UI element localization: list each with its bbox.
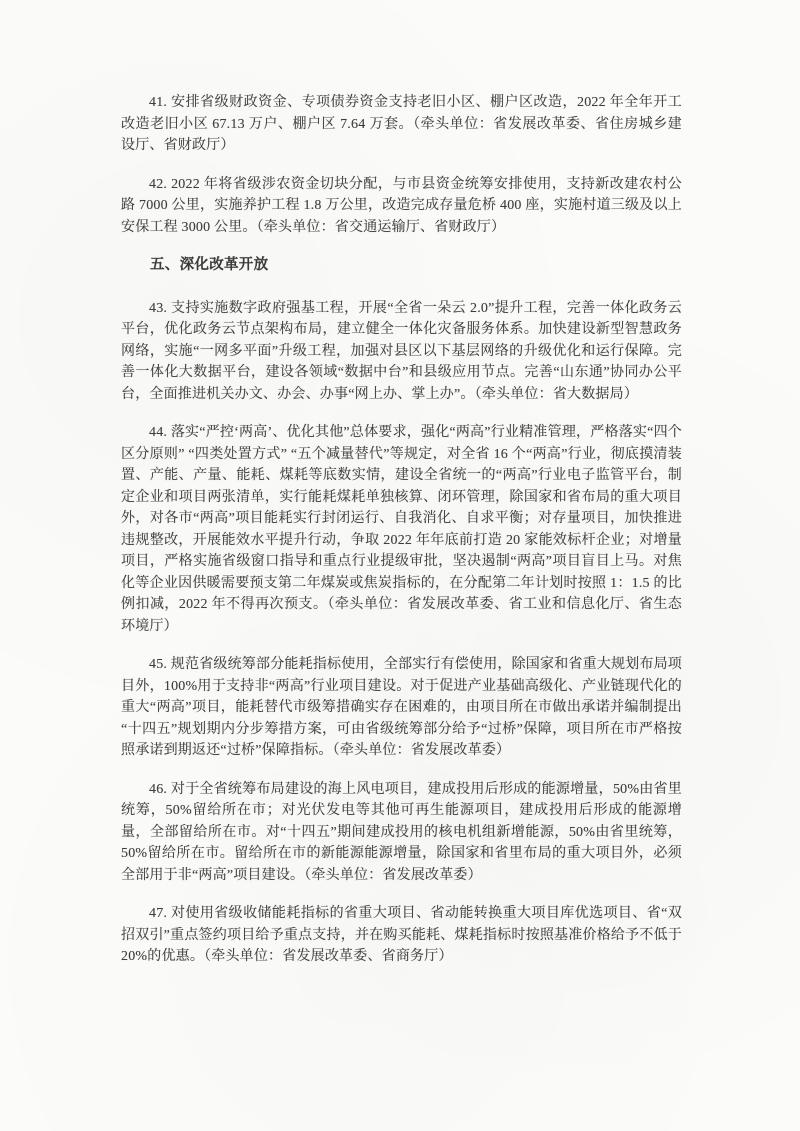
paragraph-44: 44. 落实“严控‘两高’、优化其他”总体要求，强化“两高”行业精准管理，严格落实“四个区分原则” “四类处置方式” “五个减量替代”等规定，对全省 16 个“两高”行业，彻底摸清装置、产能、产量、能耗、煤耗等底数实情，建设全省统一的“两高”行业电子监管平台，制定企业和项目两张清单，实行能耗煤耗单独核算、闭环管理，除国家和省布局的重大项目外，对各市“两高”项目能耗实行封闭运行、自我消化、自求平衡；对存量项目，加快推进违规整改，开展能效水平提升行动，争取 2022 年年底前打造 20 家能效标杆企业；对增量项目，严格实施省级窗口指导和重点行业提级审批，坚决遏制“两高”项目盲目上马。对焦化等企业因供暖需要预支第二年煤炭或焦炭指标的，在分配第二年计划时按照 1：1.5 的比例扣减，2022 年不得再次预支。（牵头单位：省发展改革委、省工业和信息化厅、省生态环境厅）: [121, 425, 682, 634]
paragraph-47: 47. 对使用省级收储能耗指标的省重大项目、省动能转换重大项目库优选项目、省“双招双引”重点签约项目给予重点支持，并在购买能耗、煤耗指标时按照基准价格给予不低于 20%的优惠。（牵头单位：省发展改革委、省商务厅）: [121, 906, 682, 964]
paragraph-46: 46. 对于全省统筹布局建设的海上风电项目，建成投用后形成的能源增量，50%由省里统筹，50%留给所在市；对光伏发电等其他可再生能源项目，建成投用后形成的能源增量，全部留给所在市。对“十四五”期间建成投用的核电机组新增能源，50%由省里统筹，50%留给所在市。留给所在市的新能源能源增量，除国家和省里布局的重大项目外，必须全部用于非“两高”项目建设。（牵头单位：省发展改革委）: [121, 781, 682, 883]
paragraph-41: 41. 安排省级财政资金、专项债券资金支持老旧小区、棚户区改造，2022 年全年开工改造老旧小区 67.13 万户、棚户区 7.64 万套。（牵头单位：省发展改革委、省住房城乡建设厅、省财政厅）: [121, 95, 682, 153]
document-body: [121, 92, 682, 968]
paragraph-43: 43. 支持实施数字政府强基工程，开展“全省一朵云 2.0”提升工程，完善一体化政务云平台，优化政务云节点架构布局，建立健全一体化灾备服务体系。加快建设新型智慧政务网络，实施“一网多平面”升级工程，加强对县区以下基层网络的升级优化和运行保障。完善一体化大数据平台，建设各领域“数据中台”和县级应用节点。完善“山东通”协同办公平台，全面推进机关办文、办会、办事“网上办、掌上办”。（牵头单位：省大数据局）: [121, 300, 682, 402]
paragraph-45: 45. 规范省级统筹部分能耗指标使用，全部实行有偿使用，除国家和省重大规划布局项目外，100%用于支持非“两高”行业项目建设。对于促进产业基础高级化、产业链现代化的重大“两高”项目，能耗替代市级筹措确实存在困难的，由项目所在市做出承诺并编制提出“十四五”规划期内分步筹措方案，可由省级统筹部分给予“过桥”保障，项目所在市严格按照承诺到期返还“过桥”保障指标。（牵头单位：省发展改革委）: [121, 657, 682, 758]
paragraph-42: 42. 2022 年将省级涉农资金切块分配，与市县资金统筹安排使用，支持新改建农村公路 7000 公里，实施养护工程 1.8 万公里，改造完成存量危桥 400 座，实施村道三级及以上安保工程 3000 公里。（牵头单位：省交通运输厅、省财政厅）: [121, 176, 682, 235]
section-heading-5: 五、深化改革开放: [150, 257, 269, 273]
